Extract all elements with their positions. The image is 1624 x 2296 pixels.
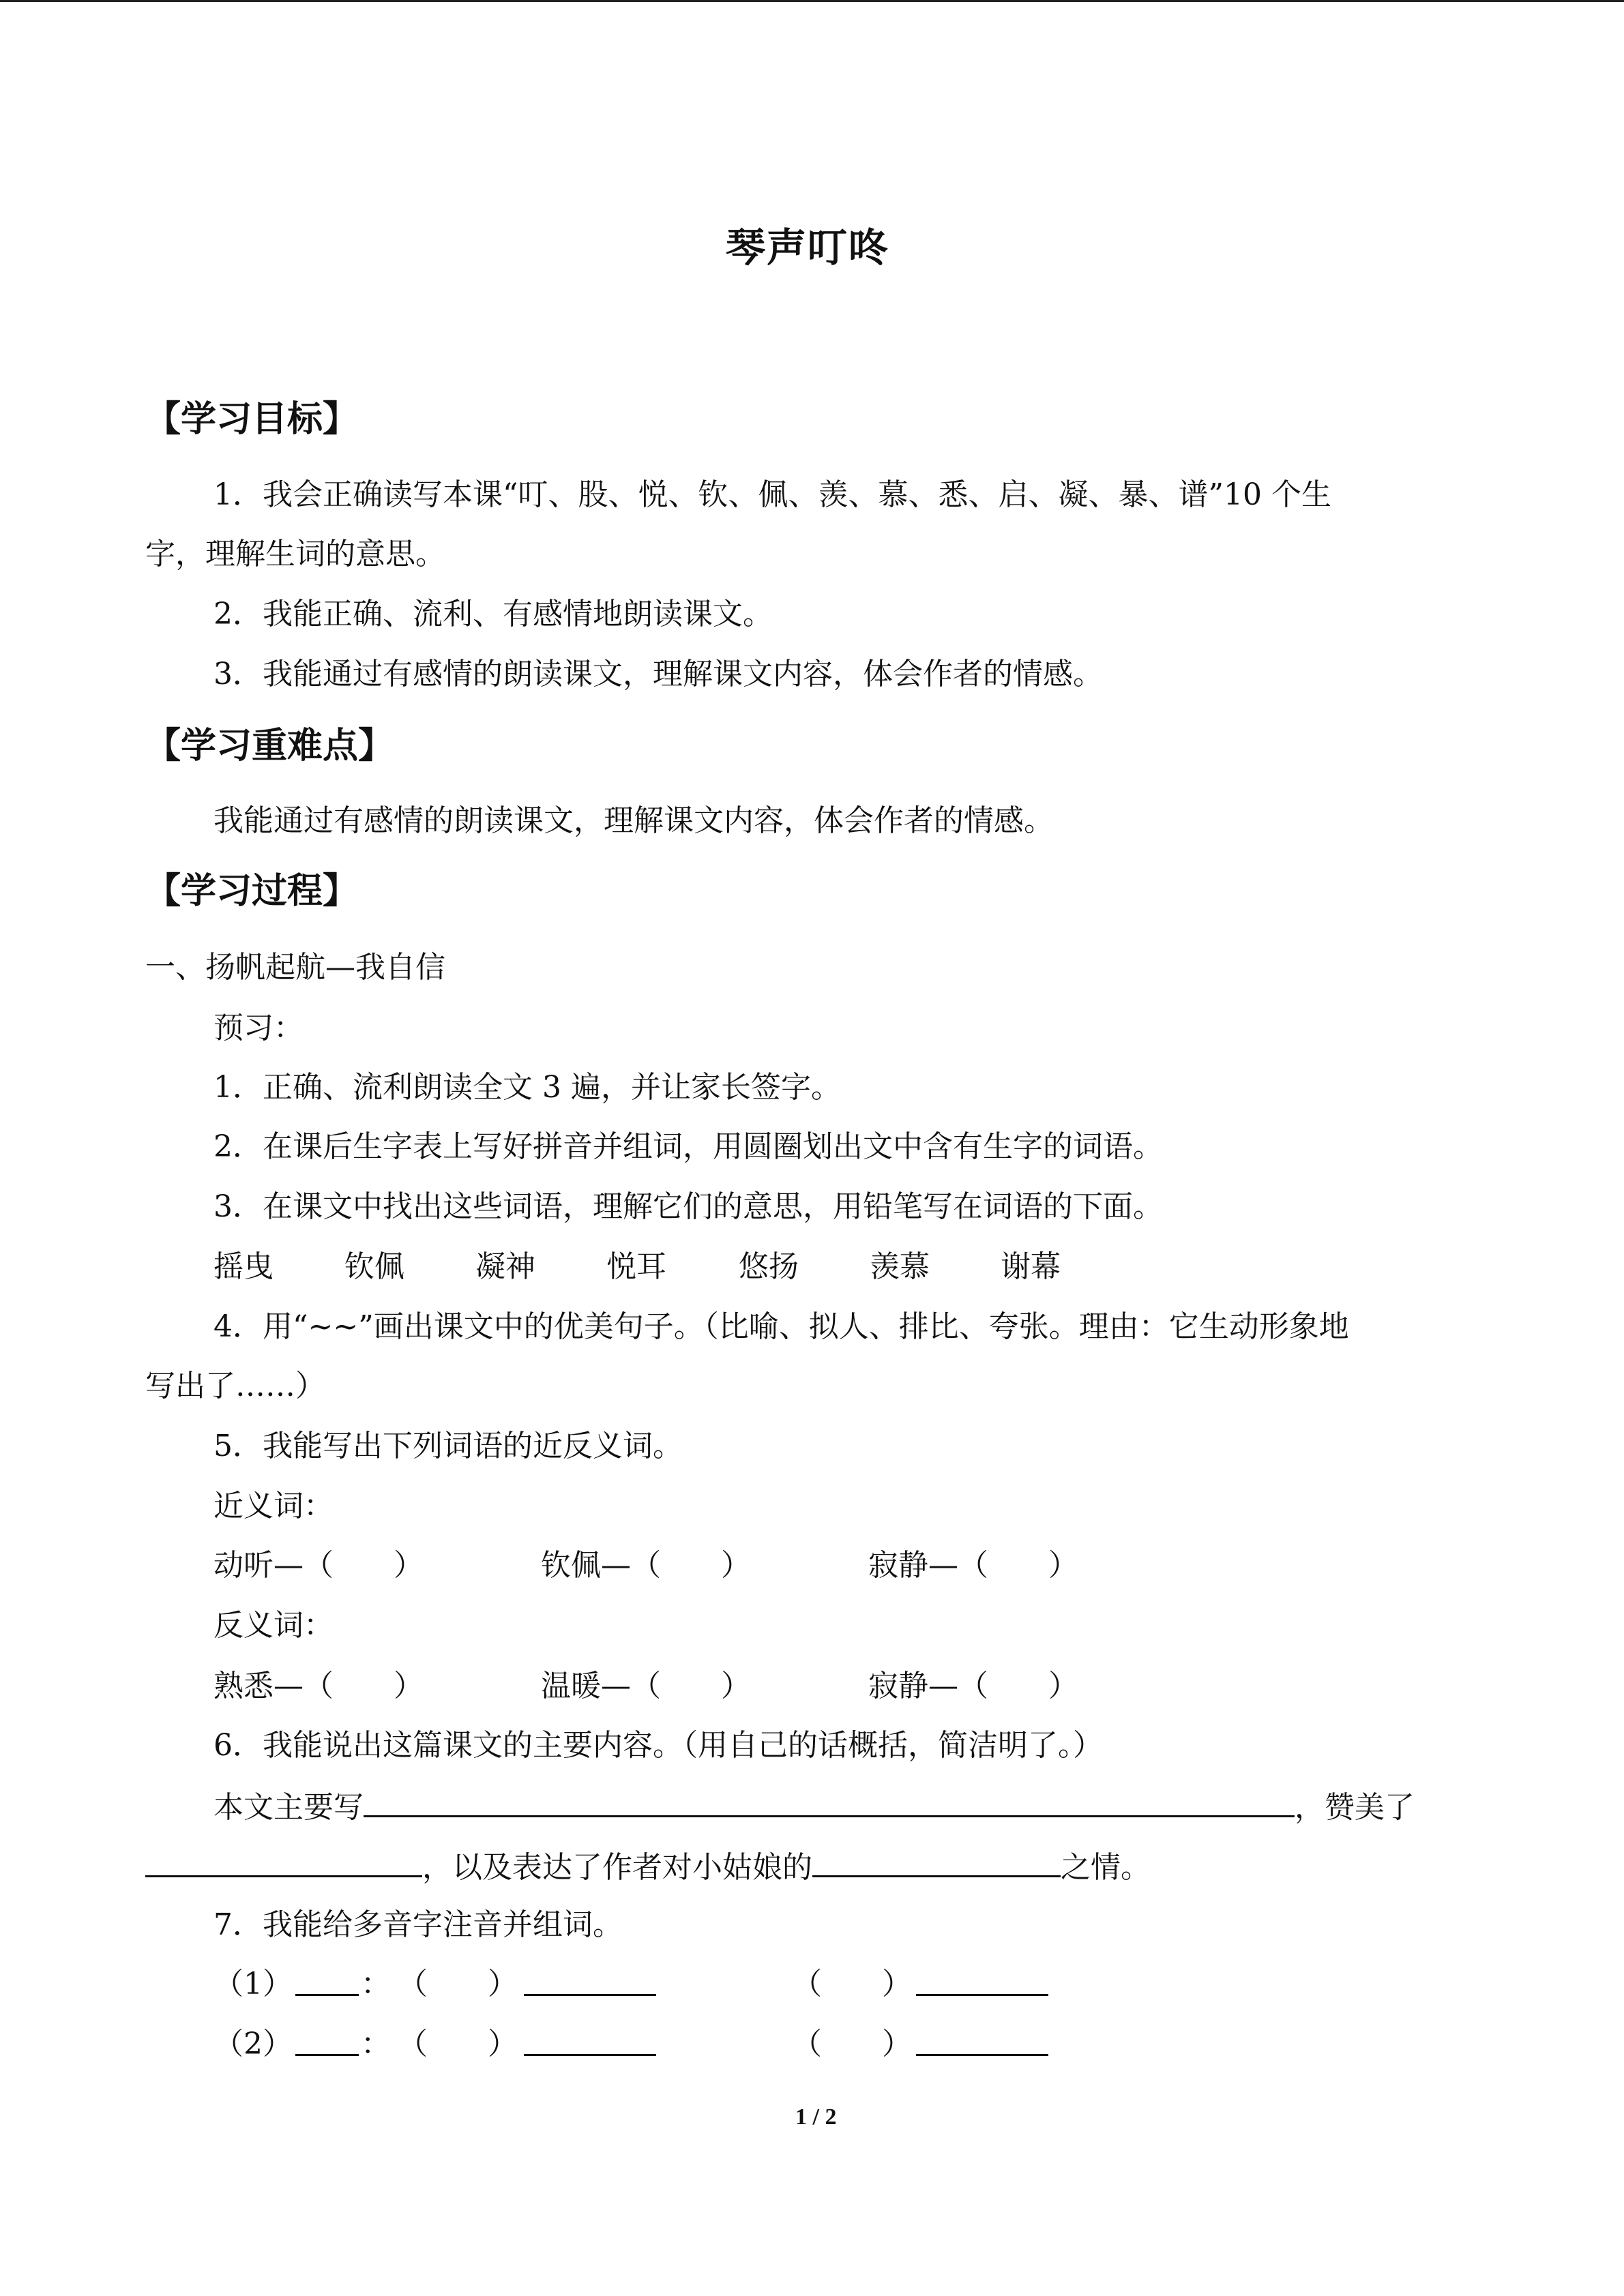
pinyin-paren: （ ） — [792, 1967, 912, 2001]
task-7: 7．我能给多音字注音并组词。 — [213, 1907, 623, 1942]
polyphone-number: （2） — [213, 2027, 293, 2061]
section-key-points: 【学习重难点】 — [145, 726, 394, 766]
pinyin-paren: （ ） — [398, 1967, 518, 2001]
summary-blank-3[interactable] — [812, 1845, 1061, 1877]
task-4-line2: 写出了……） — [145, 1369, 325, 1403]
section-learning-goals: 【学习目标】 — [145, 399, 359, 440]
summary-blank-2[interactable] — [145, 1845, 422, 1877]
summary-prefix: 本文主要写 — [213, 1790, 364, 1825]
polyphone-row-2 — [213, 2024, 1100, 2065]
polyphone-row-1 — [213, 1964, 1100, 2005]
top-border — [0, 0, 1624, 2]
part1-heading: 一、扬帆起航—我自信 — [145, 950, 445, 985]
summary-line2 — [145, 1845, 1151, 1888]
summary-mid1: ，赞美了 — [1295, 1790, 1415, 1825]
polyphone-number: （1） — [213, 1967, 293, 2001]
antonym-label: 反义词： — [213, 1608, 334, 1643]
page-title: 琴声叮咚 — [726, 224, 890, 271]
task-4-line1: 4．用“~~”画出课文中的优美句子。（比喻、拟人、排比、夸张。理由：它生动形象地 — [213, 1309, 1349, 1344]
summary-suffix: 之情。 — [1061, 1850, 1151, 1885]
summary-mid2: ，以及表达了作者对小姑娘的 — [422, 1850, 812, 1885]
word-item: 钦佩 — [344, 1249, 404, 1284]
antonym-item: 寂静—（ ） — [868, 1669, 1078, 1703]
synonym-item: 动听—（ ） — [213, 1548, 424, 1583]
goal-item-3: 3．我能通过有感情的朗读课文，理解课文内容，体会作者的情感。 — [213, 657, 1103, 691]
key-points-text: 我能通过有感情的朗读课文，理解课文内容，体会作者的情感。 — [213, 803, 1054, 838]
goal-item-2: 2．我能正确、流利、有感情地朗读课文。 — [213, 597, 773, 631]
section-learning-process: 【学习过程】 — [145, 871, 359, 912]
summary-blank-1[interactable] — [364, 1785, 1295, 1817]
goal-item-1-line1: 1．我会正确读写本课“叮、股、悦、钦、佩、羡、慕、悉、启、凝、暴、谱”10 个生 — [213, 477, 1331, 512]
page-number: 1 / 2 — [795, 2104, 837, 2130]
task-3: 3．在课文中找出这些词语，理解它们的意思，用铅笔写在词语的下面。 — [213, 1189, 1163, 1224]
word-blank[interactable] — [524, 1964, 656, 1996]
task-5: 5．我能写出下列词语的近反义词。 — [213, 1429, 683, 1463]
pinyin-paren: （ ） — [792, 2027, 912, 2061]
word-blank[interactable] — [916, 1964, 1048, 1996]
preview-label: 预习： — [213, 1011, 304, 1045]
synonym-row — [213, 1545, 1168, 1586]
task-1: 1．正确、流利朗读全文 3 遍，并让家长签字。 — [213, 1070, 841, 1105]
word-blank[interactable] — [916, 2024, 1048, 2056]
synonym-label: 近义词： — [213, 1489, 334, 1523]
synonym-item: 钦佩—（ ） — [541, 1548, 751, 1583]
word-item: 摇曳 — [213, 1249, 274, 1284]
polyphone-colon: ： — [361, 2027, 391, 2061]
polyphone-char-blank[interactable] — [295, 1964, 359, 1996]
pinyin-paren: （ ） — [398, 2027, 518, 2061]
word-item: 悠扬 — [739, 1249, 799, 1284]
polyphone-colon: ： — [361, 1967, 391, 2001]
word-item: 羡慕 — [870, 1249, 930, 1284]
word-item: 凝神 — [475, 1249, 535, 1284]
antonym-row — [213, 1666, 1168, 1707]
task-6: 6．我能说出这篇课文的主要内容。（用自己的话概括，简洁明了。） — [213, 1728, 1103, 1763]
synonym-item: 寂静—（ ） — [868, 1548, 1078, 1583]
word-item: 谢幕 — [1001, 1249, 1061, 1284]
word-blank[interactable] — [524, 2024, 656, 2056]
task-2: 2．在课后生字表上写好拼音并组词，用圆圈划出文中含有生字的词语。 — [213, 1129, 1163, 1164]
summary-line1 — [213, 1785, 1415, 1828]
antonym-item: 温暖—（ ） — [541, 1669, 751, 1703]
polyphone-char-blank[interactable] — [295, 2024, 359, 2056]
word-item: 悦耳 — [606, 1249, 666, 1284]
goal-item-1-line2: 字，理解生词的意思。 — [145, 537, 445, 571]
antonym-item: 熟悉—（ ） — [213, 1669, 424, 1703]
